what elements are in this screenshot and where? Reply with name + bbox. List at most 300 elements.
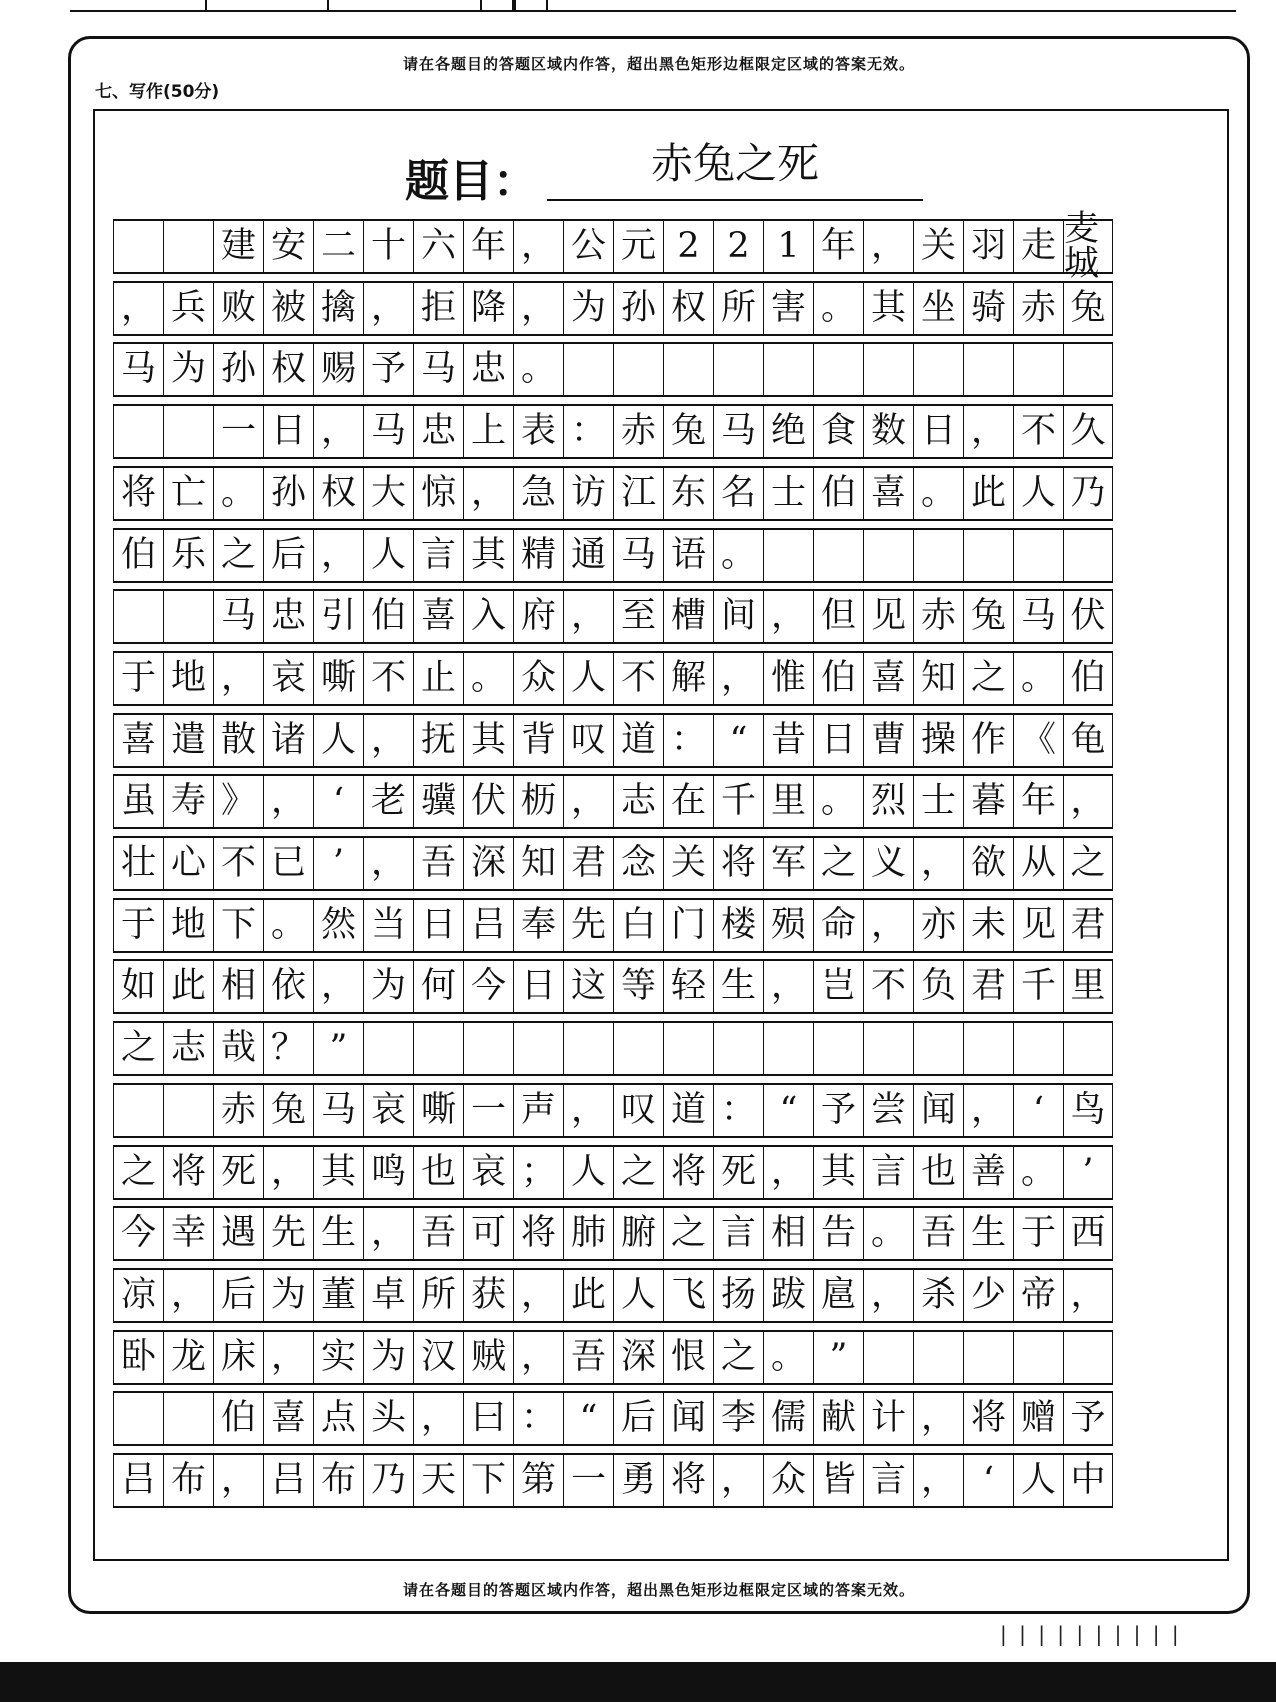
grid-cell: 深 <box>613 1332 663 1383</box>
grid-cell: 计 <box>863 1393 913 1444</box>
grid-cell: 坐 <box>913 283 963 334</box>
grid-cell: ， <box>763 591 813 642</box>
grid-cell: 予 <box>1063 1393 1113 1444</box>
grid-cell: 扈 <box>813 1270 863 1321</box>
grid-cell: 伯 <box>213 1393 263 1444</box>
grid-cell: 乃 <box>363 1455 413 1506</box>
grid-cell: 相 <box>763 1208 813 1259</box>
grid-cell: 羽 <box>963 221 1013 272</box>
grid-cell <box>363 1023 413 1074</box>
grid-cell <box>563 344 613 395</box>
grid-cell: 之 <box>613 1147 663 1198</box>
grid-cell: 可 <box>463 1208 513 1259</box>
grid-cell: 人 <box>613 1270 663 1321</box>
grid-cell: 后 <box>613 1393 663 1444</box>
grid-cell: 为 <box>363 961 413 1012</box>
essay-grid-row <box>113 1268 1113 1323</box>
essay-grid-row <box>113 466 1113 521</box>
essay-grid-row <box>113 1021 1113 1076</box>
grid-cell: 皆 <box>813 1455 863 1506</box>
grid-cell: 如 <box>113 961 163 1012</box>
grid-cell: 走 <box>1013 221 1063 272</box>
grid-cell: 马 <box>213 591 263 642</box>
grid-cell: 点 <box>313 1393 363 1444</box>
grid-cell: 此 <box>963 468 1013 519</box>
grid-cell: 见 <box>1013 900 1063 951</box>
grid-cell: 被 <box>263 283 313 334</box>
grid-cell: ， <box>213 653 263 704</box>
grid-cell: 见 <box>863 591 913 642</box>
grid-cell: 地 <box>163 653 213 704</box>
grid-cell: 2 <box>713 221 763 272</box>
grid-cell: 其 <box>463 715 513 766</box>
grid-cell <box>913 344 963 395</box>
grid-cell: 枥 <box>513 776 563 827</box>
grid-cell: 兔 <box>663 406 713 457</box>
grid-cell: 孙 <box>213 344 263 395</box>
instruction-top: 请在各题目的答题区域内作答，超出黑色矩形边框限定区域的答案无效。 <box>402 55 915 73</box>
grid-cell: 声 <box>513 1085 563 1136</box>
grid-cell: 。 <box>713 530 763 581</box>
grid-cell: 哀 <box>363 1085 413 1136</box>
essay-title-underline <box>547 199 923 201</box>
grid-cell: 等 <box>613 961 663 1012</box>
grid-cell: 入 <box>463 591 513 642</box>
grid-cell: 士 <box>913 776 963 827</box>
grid-cell <box>1063 1332 1113 1383</box>
grid-cell: ， <box>513 221 563 272</box>
grid-cell: 吕 <box>463 900 513 951</box>
grid-cell: 之 <box>713 1332 763 1383</box>
grid-cell: 哀 <box>463 1147 513 1198</box>
grid-cell: 昔 <box>763 715 813 766</box>
grid-cell: 将 <box>113 468 163 519</box>
previous-section-box <box>480 0 514 12</box>
grid-cell: 鸣 <box>363 1147 413 1198</box>
grid-cell: 不 <box>363 653 413 704</box>
grid-cell: 帝 <box>1013 1270 1063 1321</box>
grid-cell: 江 <box>613 468 663 519</box>
grid-cell: 。 <box>813 776 863 827</box>
grid-cell: 。 <box>213 468 263 519</box>
grid-cell: 遇 <box>213 1208 263 1259</box>
grid-cell: 。 <box>1013 1147 1063 1198</box>
grid-cell: 所 <box>713 283 763 334</box>
grid-cell: ： <box>713 1085 763 1136</box>
grid-cell: 扬 <box>713 1270 763 1321</box>
grid-cell: 为 <box>563 283 613 334</box>
grid-cell <box>713 1023 763 1074</box>
grid-cell: 叹 <box>613 1085 663 1136</box>
grid-cell: 擒 <box>313 283 363 334</box>
grid-cell: 乐 <box>163 530 213 581</box>
grid-cell: ， <box>363 1208 413 1259</box>
grid-cell: ’ <box>313 838 363 889</box>
grid-cell: 君 <box>563 838 613 889</box>
grid-cell: 此 <box>163 961 213 1012</box>
grid-cell: 马 <box>613 530 663 581</box>
grid-cell: ， <box>763 1147 813 1198</box>
grid-cell <box>613 1023 663 1074</box>
grid-cell: 人 <box>1013 468 1063 519</box>
grid-cell: 负 <box>913 961 963 1012</box>
grid-cell: 建 <box>213 221 263 272</box>
grid-cell: 死 <box>713 1147 763 1198</box>
grid-cell: ， <box>863 1270 913 1321</box>
essay-title-value: 赤兔之死 <box>650 139 819 188</box>
grid-cell: 里 <box>763 776 813 827</box>
grid-cell: 赠 <box>1013 1393 1063 1444</box>
grid-cell: “ <box>713 715 763 766</box>
grid-cell: 寿 <box>163 776 213 827</box>
essay-title-row <box>95 111 1227 219</box>
grid-cell: 喜 <box>113 715 163 766</box>
grid-cell: 急 <box>513 468 563 519</box>
grid-cell: ， <box>563 591 613 642</box>
essay-grid-row <box>113 589 1113 644</box>
grid-cell: 兔 <box>1063 283 1113 334</box>
grid-cell: 忠 <box>263 591 313 642</box>
grid-cell: 解 <box>663 653 713 704</box>
grid-cell: 孙 <box>263 468 313 519</box>
grid-cell: 权 <box>313 468 363 519</box>
grid-cell: 下 <box>463 1455 513 1506</box>
grid-cell: 言 <box>863 1147 913 1198</box>
grid-cell: 于 <box>113 653 163 704</box>
grid-cell: 头 <box>363 1393 413 1444</box>
essay-grid-row <box>113 1083 1113 1138</box>
grid-cell <box>1013 1023 1063 1074</box>
grid-cell: ； <box>513 1147 563 1198</box>
grid-cell: 李 <box>713 1393 763 1444</box>
grid-cell <box>463 1023 513 1074</box>
grid-cell: 烈 <box>863 776 913 827</box>
essay-grid-row <box>113 1330 1113 1385</box>
grid-cell: 肺 <box>563 1208 613 1259</box>
grid-cell: 大 <box>363 468 413 519</box>
essay-grid-row <box>113 342 1113 397</box>
grid-cell <box>113 221 163 272</box>
grid-cell: 伯 <box>813 468 863 519</box>
grid-cell: 权 <box>663 283 713 334</box>
grid-cell: 。 <box>913 468 963 519</box>
grid-cell: 下 <box>213 900 263 951</box>
grid-cell: 人 <box>563 1147 613 1198</box>
grid-cell: ” <box>813 1332 863 1383</box>
previous-section-box <box>205 0 329 12</box>
bottom-bar <box>0 1662 1276 1702</box>
grid-cell: 将 <box>663 1147 713 1198</box>
grid-cell: 奉 <box>513 900 563 951</box>
grid-cell: 汉 <box>413 1332 463 1383</box>
grid-cell: 人 <box>563 653 613 704</box>
grid-cell: 作 <box>963 715 1013 766</box>
grid-cell: 中 <box>1063 1455 1113 1506</box>
grid-cell: 里 <box>1063 961 1113 1012</box>
grid-cell: 兔 <box>963 591 1013 642</box>
essay-grid-row <box>113 836 1113 891</box>
essay-grid-row <box>113 1453 1113 1508</box>
grid-cell: 亦 <box>913 900 963 951</box>
instruction-bottom: 请在各题目的答题区域内作答，超出黑色矩形边框限定区域的答案无效。 <box>402 1581 915 1599</box>
grid-cell: 赤 <box>1013 283 1063 334</box>
grid-cell: 西 <box>1063 1208 1113 1259</box>
essay-grid-row <box>113 404 1113 459</box>
grid-cell: 君 <box>1063 900 1113 951</box>
grid-cell: 年 <box>813 221 863 272</box>
grid-cell: 精 <box>513 530 563 581</box>
grid-cell: 赤 <box>613 406 663 457</box>
essay-grid-row <box>113 208 1113 284</box>
grid-cell: 这 <box>563 961 613 1012</box>
grid-cell: 善 <box>963 1147 1013 1198</box>
grid-cell: 今 <box>113 1208 163 1259</box>
grid-cell: 予 <box>363 344 413 395</box>
grid-cell <box>863 1023 913 1074</box>
grid-cell: 赤 <box>213 1085 263 1136</box>
essay-grid-row <box>113 713 1113 768</box>
essay-grid-row <box>113 528 1113 583</box>
grid-cell: ， <box>263 1147 313 1198</box>
grid-cell: ， <box>513 1270 563 1321</box>
grid-cell: 马 <box>313 1085 363 1136</box>
grid-cell: 骑 <box>963 283 1013 334</box>
grid-cell: 遣 <box>163 715 213 766</box>
grid-cell: 龟 <box>1063 715 1113 766</box>
grid-cell: ， <box>513 1332 563 1383</box>
grid-cell: 楼 <box>713 900 763 951</box>
grid-cell <box>413 1023 463 1074</box>
grid-cell: 志 <box>163 1023 213 1074</box>
grid-cell: 先 <box>263 1208 313 1259</box>
grid-cell: “ <box>763 1085 813 1136</box>
grid-cell: 欲 <box>963 838 1013 889</box>
grid-cell: 日 <box>513 961 563 1012</box>
grid-cell: 生 <box>313 1208 363 1259</box>
grid-cell: 伏 <box>463 776 513 827</box>
grid-cell: 不 <box>1013 406 1063 457</box>
grid-cell: 于 <box>1013 1208 1063 1259</box>
grid-cell <box>913 1332 963 1383</box>
grid-cell: 止 <box>413 653 463 704</box>
grid-cell <box>913 1023 963 1074</box>
grid-cell: 言 <box>713 1208 763 1259</box>
grid-cell: 。 <box>263 900 313 951</box>
grid-cell <box>163 1085 213 1136</box>
grid-cell: 然 <box>313 900 363 951</box>
grid-cell: 之 <box>813 838 863 889</box>
grid-cell: ， <box>213 1455 263 1506</box>
grid-cell: ’ <box>1063 1147 1113 1198</box>
grid-cell: 言 <box>863 1455 913 1506</box>
grid-cell: 哉 <box>213 1023 263 1074</box>
grid-cell: 门 <box>663 900 713 951</box>
grid-cell <box>113 1393 163 1444</box>
grid-cell: 喜 <box>863 468 913 519</box>
grid-cell: 依 <box>263 961 313 1012</box>
grid-cell: 绝 <box>763 406 813 457</box>
grid-cell: 董 <box>313 1270 363 1321</box>
grid-cell: 引 <box>313 591 363 642</box>
grid-cell: 马 <box>113 344 163 395</box>
grid-cell: 命 <box>813 900 863 951</box>
essay-grid-row <box>113 281 1113 336</box>
grid-cell: 喜 <box>263 1393 313 1444</box>
grid-cell: 关 <box>913 221 963 272</box>
grid-cell: 。 <box>463 653 513 704</box>
grid-cell: 何 <box>413 961 463 1012</box>
grid-cell: ‘ <box>963 1455 1013 1506</box>
grid-cell: 麦城 <box>1063 221 1113 272</box>
grid-cell: 通 <box>563 530 613 581</box>
grid-cell <box>963 1332 1013 1383</box>
grid-cell: 地 <box>163 900 213 951</box>
grid-cell: 伯 <box>1063 653 1113 704</box>
grid-cell: 尝 <box>863 1085 913 1136</box>
grid-cell: ， <box>963 406 1013 457</box>
grid-cell: 不 <box>863 961 913 1012</box>
grid-cell <box>1063 530 1113 581</box>
grid-cell <box>513 1023 563 1074</box>
grid-cell <box>1063 344 1113 395</box>
grid-cell <box>663 1023 713 1074</box>
grid-cell: 惊 <box>413 468 463 519</box>
grid-cell: 之 <box>1063 838 1113 889</box>
grid-cell: 伯 <box>113 530 163 581</box>
grid-cell: 上 <box>463 406 513 457</box>
grid-cell: 少 <box>963 1270 1013 1321</box>
grid-cell: ， <box>863 221 913 272</box>
grid-cell: 殒 <box>763 900 813 951</box>
grid-cell: 忠 <box>413 406 463 457</box>
grid-cell: 于 <box>113 900 163 951</box>
grid-cell: ， <box>313 961 363 1012</box>
grid-cell <box>1013 530 1063 581</box>
grid-cell: 表 <box>513 406 563 457</box>
grid-cell: 言 <box>413 530 463 581</box>
grid-cell: 散 <box>213 715 263 766</box>
grid-cell: ： <box>663 715 713 766</box>
grid-cell: 之 <box>213 530 263 581</box>
grid-cell: 抚 <box>413 715 463 766</box>
grid-cell: 喜 <box>863 653 913 704</box>
grid-cell: 道 <box>663 1085 713 1136</box>
grid-cell: ， <box>913 1393 963 1444</box>
grid-cell: 相 <box>213 961 263 1012</box>
grid-cell: 众 <box>513 653 563 704</box>
grid-cell: 伏 <box>1063 591 1113 642</box>
grid-cell: ： <box>563 406 613 457</box>
grid-cell: 亡 <box>163 468 213 519</box>
grid-cell: 此 <box>563 1270 613 1321</box>
grid-cell: 其 <box>313 1147 363 1198</box>
grid-cell: 布 <box>163 1455 213 1506</box>
grid-cell: ， <box>363 838 413 889</box>
grid-cell: 卧 <box>113 1332 163 1383</box>
grid-cell: 嘶 <box>413 1085 463 1136</box>
grid-cell: 安 <box>263 221 313 272</box>
grid-cell: 后 <box>263 530 313 581</box>
grid-cell: 久 <box>1063 406 1113 457</box>
grid-cell: ， <box>363 715 413 766</box>
grid-cell: 生 <box>713 961 763 1012</box>
grid-cell: 。 <box>863 1208 913 1259</box>
grid-cell <box>113 591 163 642</box>
grid-cell: ， <box>713 1455 763 1506</box>
grid-cell: 闻 <box>913 1085 963 1136</box>
grid-cell: 至 <box>613 591 663 642</box>
grid-cell: 知 <box>913 653 963 704</box>
grid-cell: 《 <box>1013 715 1063 766</box>
grid-cell: 名 <box>713 468 763 519</box>
previous-section-edge <box>0 0 1276 20</box>
grid-cell: 孙 <box>613 283 663 334</box>
essay-grid-row <box>113 1391 1113 1446</box>
grid-cell: 数 <box>863 406 913 457</box>
grid-cell: 跋 <box>763 1270 813 1321</box>
grid-cell: ， <box>913 838 963 889</box>
grid-cell: 吕 <box>263 1455 313 1506</box>
grid-cell: 予 <box>813 1085 863 1136</box>
essay-grid-row <box>113 898 1113 953</box>
grid-cell: ， <box>563 1085 613 1136</box>
grid-cell <box>163 221 213 272</box>
grid-cell: 轻 <box>663 961 713 1012</box>
grid-cell: 食 <box>813 406 863 457</box>
grid-cell: 六 <box>413 221 463 272</box>
grid-cell: 诸 <box>263 715 313 766</box>
grid-cell: ， <box>363 283 413 334</box>
grid-cell: 老 <box>363 776 413 827</box>
grid-cell: ， <box>963 1085 1013 1136</box>
grid-cell: 之 <box>113 1147 163 1198</box>
essay-grid-row <box>113 1206 1113 1261</box>
grid-cell: 一 <box>463 1085 513 1136</box>
grid-cell <box>563 1023 613 1074</box>
grid-cell: 白 <box>613 900 663 951</box>
previous-section-box <box>514 0 548 12</box>
grid-cell: 兔 <box>263 1085 313 1136</box>
grid-cell: 槽 <box>663 591 713 642</box>
grid-cell: 元 <box>613 221 663 272</box>
grid-cell <box>963 1023 1013 1074</box>
grid-cell: 第 <box>513 1455 563 1506</box>
grid-cell: 为 <box>163 344 213 395</box>
grid-cell <box>813 530 863 581</box>
grid-cell: 为 <box>263 1270 313 1321</box>
grid-cell: 语 <box>663 530 713 581</box>
grid-cell: 骥 <box>413 776 463 827</box>
grid-cell <box>1063 1023 1113 1074</box>
grid-cell: ， <box>163 1270 213 1321</box>
grid-cell: ‘ <box>313 776 363 827</box>
grid-cell: 恨 <box>663 1332 713 1383</box>
grid-cell: 忠 <box>463 344 513 395</box>
grid-cell: ” <box>313 1023 363 1074</box>
grid-cell: 道 <box>613 715 663 766</box>
grid-cell: 。 <box>763 1332 813 1383</box>
grid-cell: 士 <box>763 468 813 519</box>
grid-cell: 访 <box>563 468 613 519</box>
grid-cell: ， <box>313 530 363 581</box>
grid-cell: 吾 <box>563 1332 613 1383</box>
grid-cell: 念 <box>613 838 663 889</box>
grid-cell: 曰 <box>463 1393 513 1444</box>
grid-cell: 其 <box>863 283 913 334</box>
grid-cell: 1 <box>763 221 813 272</box>
grid-cell: 。 <box>513 344 563 395</box>
grid-cell: 。 <box>1013 653 1063 704</box>
